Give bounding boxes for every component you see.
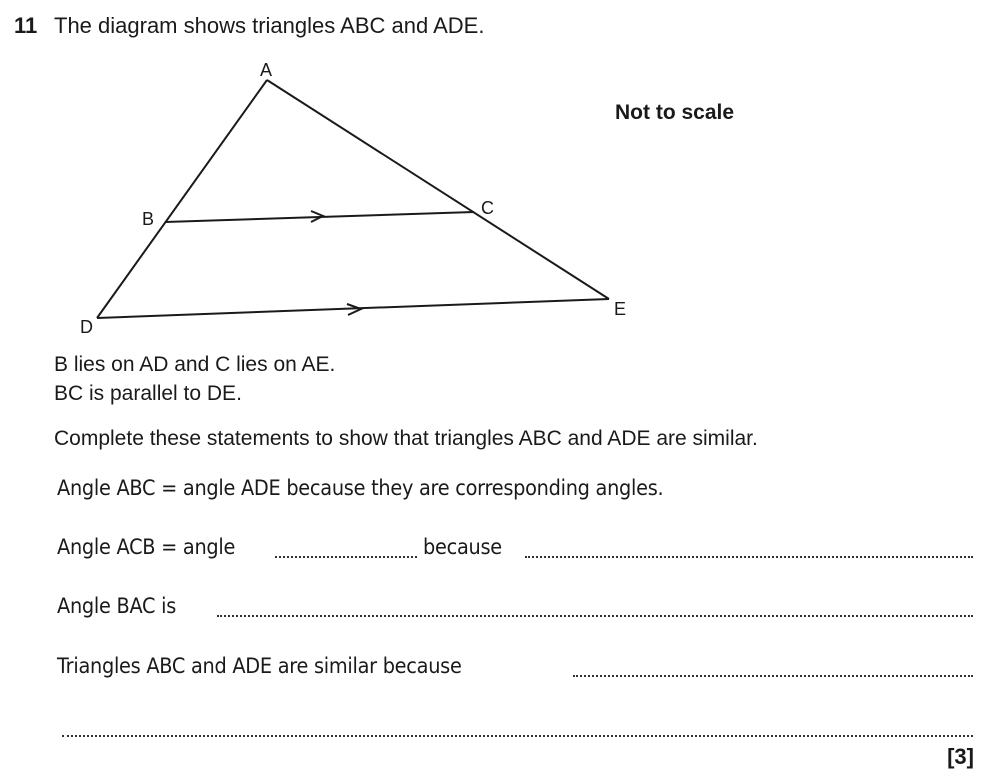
instruction: Complete these statements to show that triangles ABC and ADE are similar. <box>54 427 758 450</box>
label-D: D <box>80 317 93 337</box>
statement-2-because: because <box>423 535 502 559</box>
line-AE <box>267 80 609 299</box>
statement-3 <box>57 594 975 624</box>
statement-4 <box>57 654 975 684</box>
label-C: C <box>481 198 494 218</box>
statement-2-prefix: Angle ACB = angle <box>57 535 236 559</box>
line-AD <box>97 80 267 318</box>
label-B: B <box>142 209 155 229</box>
answer-blank-similar[interactable] <box>573 674 973 677</box>
statement-2 <box>57 535 975 565</box>
answer-blank-bac[interactable] <box>217 614 973 617</box>
question-intro: The diagram shows triangles ABC and ADE. <box>54 13 485 38</box>
not-to-scale-note: Not to scale <box>615 101 735 124</box>
marks-label: [3] <box>947 744 974 769</box>
triangle-diagram <box>0 0 1000 350</box>
given-1: B lies on AD and C lies on AE. <box>54 353 336 376</box>
statement-4-prefix: Triangles ABC and ADE are similar because <box>57 654 462 678</box>
line-DE <box>97 299 609 318</box>
statement-3-prefix: Angle BAC is <box>57 594 177 618</box>
label-A: A <box>260 60 273 80</box>
label-E: E <box>614 299 627 319</box>
question-number: 11 <box>14 13 38 38</box>
answer-blank-extra-line[interactable] <box>62 734 973 737</box>
statement-1: Angle ABC = angle ADE because they are corresponding angles. <box>57 476 664 500</box>
answer-blank-angle[interactable] <box>275 555 417 558</box>
given-2: BC is parallel to DE. <box>54 382 242 405</box>
answer-blank-reason[interactable] <box>525 555 973 558</box>
